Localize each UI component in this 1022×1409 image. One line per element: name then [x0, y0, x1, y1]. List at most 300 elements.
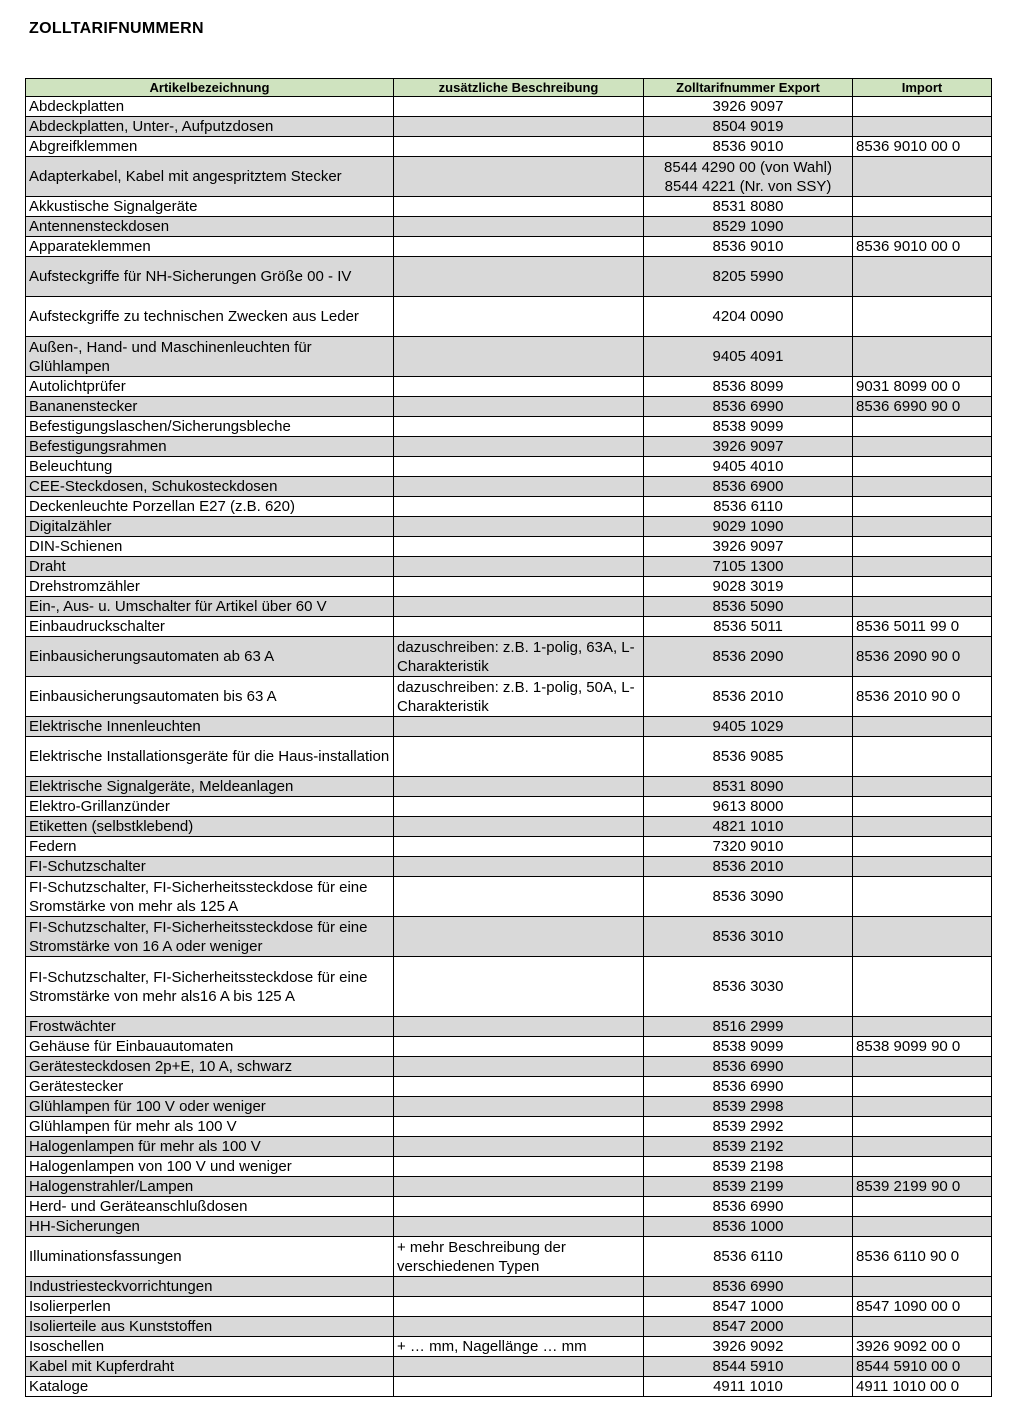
cell-article: Abgreifklemmen — [26, 137, 394, 157]
cell-export — [644, 117, 853, 137]
export-code: 8536 6110 — [713, 498, 783, 515]
cell-article: Befestigungslaschen/Sicherungsbleche — [26, 417, 394, 437]
cell-article: Autolichtprüfer — [26, 377, 394, 397]
cell-import: 8547 1090 00 0 — [853, 1297, 992, 1317]
table-row — [26, 1217, 992, 1237]
cell-export — [644, 1237, 853, 1277]
export-code: 4821 1010 — [712, 818, 784, 835]
cell-article: Gerätestecker — [26, 1077, 394, 1097]
cell-description — [394, 817, 644, 837]
cell-article: FI-Schutzschalter, FI-Sicherheitssteckdose für eine Sromstärke von mehr als 125 A — [26, 877, 394, 917]
cell-article: Industriesteckvorrichtungen — [26, 1277, 394, 1297]
export-code: 8547 1000 — [712, 1298, 784, 1315]
cell-article: Bananenstecker — [26, 397, 394, 417]
cell-import: 8536 2090 90 0 — [853, 637, 992, 677]
cell-article: Einbaudruckschalter — [26, 617, 394, 637]
column-header-export: Zolltarifnummer Export — [644, 79, 853, 97]
cell-export — [644, 957, 853, 1017]
cell-article: Isolierperlen — [26, 1297, 394, 1317]
export-code: 3926 9097 — [712, 438, 784, 455]
cell-import: 8536 6990 90 0 — [853, 397, 992, 417]
cell-description: + … mm, Nagellänge … mm — [394, 1337, 644, 1357]
cell-import — [853, 557, 992, 577]
table-row — [26, 1057, 992, 1077]
cell-article: Befestigungsrahmen — [26, 437, 394, 457]
cell-article: Gerätesteckdosen 2p+E, 10 A, schwarz — [26, 1057, 394, 1077]
export-code: 9405 4010 — [712, 458, 784, 475]
cell-import — [853, 117, 992, 137]
cell-export — [644, 497, 853, 517]
cell-export — [644, 137, 853, 157]
cell-export — [644, 557, 853, 577]
export-code: 8544 4290 00 (von Wahl) — [664, 158, 832, 176]
cell-export — [644, 1317, 853, 1337]
export-code: 7105 1300 — [712, 558, 784, 575]
cell-description — [394, 837, 644, 857]
cell-export — [644, 617, 853, 637]
cell-import — [853, 917, 992, 957]
cell-import — [853, 817, 992, 837]
export-code: 8536 1000 — [712, 1218, 784, 1235]
cell-import — [853, 457, 992, 477]
cell-import — [853, 337, 992, 377]
cell-article: Herd- und Geräteanschlußdosen — [26, 1197, 394, 1217]
cell-import: 8536 9010 00 0 — [853, 137, 992, 157]
cell-article: Einbausicherungsautomaten ab 63 A — [26, 637, 394, 677]
table-row — [26, 457, 992, 477]
export-code: 4911 1010 — [713, 1378, 783, 1395]
table-row — [26, 877, 992, 917]
column-header-article: Artikelbezeichnung — [26, 79, 394, 97]
cell-description — [394, 1317, 644, 1337]
table-row — [26, 857, 992, 877]
table-row — [26, 197, 992, 217]
cell-description — [394, 117, 644, 137]
cell-export — [644, 1357, 853, 1377]
export-code: 8529 1090 — [712, 218, 784, 235]
cell-description — [394, 337, 644, 377]
cell-import: 8536 6110 90 0 — [853, 1237, 992, 1277]
table-row — [26, 117, 992, 137]
cell-export — [644, 1037, 853, 1057]
cell-article: Adapterkabel, Kabel mit angespritztem Stecker — [26, 157, 394, 197]
cell-description — [394, 1357, 644, 1377]
cell-article: Draht — [26, 557, 394, 577]
cell-import: 4911 1010 00 0 — [853, 1377, 992, 1397]
table-row — [26, 1197, 992, 1217]
cell-import — [853, 597, 992, 617]
cell-description — [394, 1377, 644, 1397]
cell-import: 8536 2010 90 0 — [853, 677, 992, 717]
table-row — [26, 437, 992, 457]
table-row — [26, 737, 992, 777]
table-row — [26, 1077, 992, 1097]
cell-article: Kataloge — [26, 1377, 394, 1397]
table-row — [26, 817, 992, 837]
cell-import — [853, 717, 992, 737]
table-row — [26, 137, 992, 157]
cell-description — [394, 597, 644, 617]
cell-description — [394, 1157, 644, 1177]
table-row — [26, 837, 992, 857]
export-code: 9028 3019 — [712, 578, 784, 595]
cell-export — [644, 517, 853, 537]
cell-description — [394, 877, 644, 917]
cell-description — [394, 477, 644, 497]
export-code: 3926 9097 — [712, 98, 784, 115]
export-code: 8536 5011 — [713, 618, 783, 635]
cell-export — [644, 457, 853, 477]
cell-article: HH-Sicherungen — [26, 1217, 394, 1237]
cell-article: Kabel mit Kupferdraht — [26, 1357, 394, 1377]
cell-article: Einbausicherungsautomaten bis 63 A — [26, 677, 394, 717]
table-row — [26, 717, 992, 737]
export-code: 8536 6990 — [712, 1078, 784, 1095]
table-row — [26, 957, 992, 1017]
cell-import — [853, 1277, 992, 1297]
export-code: 8539 2992 — [712, 1118, 784, 1135]
table-row — [26, 417, 992, 437]
cell-export — [644, 237, 853, 257]
table-row — [26, 1377, 992, 1397]
cell-export — [644, 97, 853, 117]
cell-import — [853, 257, 992, 297]
cell-import — [853, 577, 992, 597]
cell-description — [394, 137, 644, 157]
cell-description — [394, 377, 644, 397]
table-row — [26, 477, 992, 497]
cell-export — [644, 837, 853, 857]
table-row — [26, 257, 992, 297]
cell-import — [853, 197, 992, 217]
export-code: 9405 4091 — [712, 348, 784, 365]
table-row — [26, 237, 992, 257]
export-code: 8536 9010 — [712, 138, 784, 155]
cell-description — [394, 957, 644, 1017]
export-code: 8538 9099 — [712, 1038, 784, 1055]
table-row — [26, 1277, 992, 1297]
export-code: 8536 9010 — [712, 238, 784, 255]
table-row — [26, 917, 992, 957]
export-code: 9029 1090 — [712, 518, 784, 535]
cell-description — [394, 257, 644, 297]
export-code: 8516 2999 — [712, 1018, 784, 1035]
table-row — [26, 1317, 992, 1337]
tariff-table — [25, 78, 992, 1397]
cell-export — [644, 157, 853, 197]
cell-export — [644, 1097, 853, 1117]
cell-article: Elektrische Innenleuchten — [26, 717, 394, 737]
export-code: 8536 3090 — [712, 888, 784, 905]
cell-description: dazuschreiben: z.B. 1-polig, 50A, L-Charakteristik — [394, 677, 644, 717]
table-row — [26, 577, 992, 597]
cell-description — [394, 1037, 644, 1057]
cell-export — [644, 1337, 853, 1357]
cell-import — [853, 497, 992, 517]
export-code: 8536 9085 — [712, 748, 784, 765]
export-code: 4204 0090 — [712, 308, 784, 325]
cell-import — [853, 517, 992, 537]
cell-export — [644, 717, 853, 737]
cell-export — [644, 417, 853, 437]
cell-article: Illuminationsfassungen — [26, 1237, 394, 1277]
cell-import: 3926 9092 00 0 — [853, 1337, 992, 1357]
cell-import — [853, 1097, 992, 1117]
cell-import — [853, 97, 992, 117]
export-code: 8536 6990 — [712, 1058, 784, 1075]
cell-export — [644, 917, 853, 957]
cell-article: Halogenstrahler/Lampen — [26, 1177, 394, 1197]
cell-import — [853, 297, 992, 337]
cell-import — [853, 1197, 992, 1217]
cell-export — [644, 857, 853, 877]
export-code: 8536 5090 — [712, 598, 784, 615]
cell-article: Elektro-Grillanzünder — [26, 797, 394, 817]
cell-import — [853, 1057, 992, 1077]
table-header-row — [26, 79, 992, 97]
export-code: 8504 9019 — [712, 118, 784, 135]
cell-import — [853, 837, 992, 857]
cell-article: Digitalzähler — [26, 517, 394, 537]
cell-article: Frostwächter — [26, 1017, 394, 1037]
export-code: 8536 3010 — [712, 928, 784, 945]
cell-description — [394, 237, 644, 257]
cell-description — [394, 217, 644, 237]
cell-description — [394, 777, 644, 797]
cell-export — [644, 337, 853, 377]
cell-export — [644, 1377, 853, 1397]
cell-description — [394, 517, 644, 537]
cell-description — [394, 1137, 644, 1157]
column-header-import: Import — [853, 79, 992, 97]
cell-article: Halogenlampen für mehr als 100 V — [26, 1137, 394, 1157]
cell-description — [394, 1017, 644, 1037]
table-row — [26, 1137, 992, 1157]
cell-export — [644, 437, 853, 457]
cell-import: 9031 8099 00 0 — [853, 377, 992, 397]
cell-description — [394, 297, 644, 337]
export-code: 8539 2192 — [712, 1138, 784, 1155]
cell-export — [644, 577, 853, 597]
cell-article: Apparateklemmen — [26, 237, 394, 257]
cell-article: Ein-, Aus- u. Umschalter für Artikel über 60 V — [26, 597, 394, 617]
cell-import — [853, 797, 992, 817]
cell-article: Aufsteckgriffe zu technischen Zwecken aus Leder — [26, 297, 394, 337]
table-row — [26, 1017, 992, 1037]
table-row — [26, 617, 992, 637]
export-code: 8544 5910 — [712, 1358, 784, 1375]
export-code: 8205 5990 — [712, 268, 784, 285]
table-row — [26, 157, 992, 197]
cell-article: Glühlampen für 100 V oder weniger — [26, 1097, 394, 1117]
table-body — [26, 97, 992, 1397]
cell-export — [644, 397, 853, 417]
cell-description — [394, 397, 644, 417]
cell-description — [394, 157, 644, 197]
cell-description — [394, 717, 644, 737]
cell-import — [853, 1137, 992, 1157]
cell-import — [853, 1077, 992, 1097]
cell-description — [394, 1297, 644, 1317]
cell-export — [644, 537, 853, 557]
cell-description — [394, 797, 644, 817]
cell-description — [394, 1177, 644, 1197]
cell-description — [394, 917, 644, 957]
cell-import — [853, 217, 992, 237]
cell-article: Abdeckplatten, Unter-, Aufputzdosen — [26, 117, 394, 137]
cell-import — [853, 477, 992, 497]
table-row — [26, 677, 992, 717]
column-header-description: zusätzliche Beschreibung — [394, 79, 644, 97]
cell-export — [644, 877, 853, 917]
table-row — [26, 1337, 992, 1357]
cell-export — [644, 1157, 853, 1177]
cell-import — [853, 1217, 992, 1237]
table-row — [26, 297, 992, 337]
cell-import — [853, 437, 992, 457]
cell-import — [853, 1117, 992, 1137]
table-row — [26, 1357, 992, 1377]
export-code: 8539 2198 — [712, 1158, 784, 1175]
cell-export — [644, 297, 853, 337]
cell-article: Glühlampen für mehr als 100 V — [26, 1117, 394, 1137]
cell-article: FI-Schutzschalter, FI-Sicherheitssteckdose für eine Stromstärke von mehr als16 A bis 125 A — [26, 957, 394, 1017]
export-code: 8531 8090 — [712, 778, 784, 795]
cell-description — [394, 617, 644, 637]
cell-export — [644, 597, 853, 617]
export-code: 8539 2199 — [712, 1178, 784, 1195]
export-code: 8536 2010 — [712, 858, 784, 875]
cell-description — [394, 497, 644, 517]
cell-export — [644, 1017, 853, 1037]
cell-description — [394, 1097, 644, 1117]
cell-export — [644, 797, 853, 817]
table-row — [26, 1097, 992, 1117]
cell-description — [394, 577, 644, 597]
cell-description: dazuschreiben: z.B. 1-polig, 63A, L-Charakteristik — [394, 637, 644, 677]
cell-import — [853, 1157, 992, 1177]
cell-export — [644, 257, 853, 297]
export-code: 8531 8080 — [712, 198, 784, 215]
cell-article: Federn — [26, 837, 394, 857]
cell-export — [644, 1277, 853, 1297]
cell-article: Außen-, Hand- und Maschinenleuchten für Glühlampen — [26, 337, 394, 377]
cell-import — [853, 157, 992, 197]
cell-import — [853, 1017, 992, 1037]
export-code: 8539 2998 — [712, 1098, 784, 1115]
table-row — [26, 557, 992, 577]
export-code: 7320 9010 — [712, 838, 784, 855]
cell-export — [644, 1057, 853, 1077]
export-code: 8536 6900 — [712, 478, 784, 495]
page-title: ZOLLTARIFNUMMERN — [29, 20, 204, 37]
cell-export — [644, 1217, 853, 1237]
export-code: 3926 9092 — [712, 1338, 784, 1355]
cell-article: Antennensteckdosen — [26, 217, 394, 237]
cell-article: Elektrische Signalgeräte, Meldeanlagen — [26, 777, 394, 797]
cell-import — [853, 537, 992, 557]
cell-import: 8544 5910 00 0 — [853, 1357, 992, 1377]
cell-export — [644, 1197, 853, 1217]
cell-description — [394, 557, 644, 577]
cell-export — [644, 377, 853, 397]
cell-description — [394, 857, 644, 877]
export-code: 8538 9099 — [712, 418, 784, 435]
export-code: 8536 6110 — [713, 1248, 783, 1265]
cell-article: Etiketten (selbstklebend) — [26, 817, 394, 837]
cell-description — [394, 1117, 644, 1137]
cell-import — [853, 737, 992, 777]
cell-export — [644, 637, 853, 677]
cell-article: FI-Schutzschalter — [26, 857, 394, 877]
cell-export — [644, 677, 853, 717]
cell-article: Aufsteckgriffe für NH-Sicherungen Größe 00 - IV — [26, 257, 394, 297]
export-code: 9405 1029 — [712, 718, 784, 735]
table-row — [26, 217, 992, 237]
cell-article: Deckenleuchte Porzellan E27 (z.B. 620) — [26, 497, 394, 517]
cell-description: + mehr Beschreibung der verschiedenen Typen — [394, 1237, 644, 1277]
table-row — [26, 337, 992, 377]
table-row — [26, 797, 992, 817]
export-code: 8547 2000 — [712, 1318, 784, 1335]
cell-article: Isolierteile aus Kunststoffen — [26, 1317, 394, 1337]
cell-article: Beleuchtung — [26, 457, 394, 477]
table-row — [26, 1237, 992, 1277]
table-row — [26, 1157, 992, 1177]
table-row — [26, 517, 992, 537]
table-row — [26, 397, 992, 417]
table-row — [26, 597, 992, 617]
cell-export — [644, 1177, 853, 1197]
cell-description — [394, 417, 644, 437]
export-code: 8536 2090 — [712, 648, 784, 665]
cell-export — [644, 1117, 853, 1137]
export-code: 9613 8000 — [712, 798, 784, 815]
cell-description — [394, 457, 644, 477]
table-row — [26, 777, 992, 797]
cell-article: Drehstromzähler — [26, 577, 394, 597]
export-code: 8536 6990 — [712, 1198, 784, 1215]
cell-description — [394, 1077, 644, 1097]
cell-import — [853, 777, 992, 797]
cell-import: 8539 2199 90 0 — [853, 1177, 992, 1197]
cell-description — [394, 537, 644, 557]
cell-article: Elektrische Installationsgeräte für die Haus-installation — [26, 737, 394, 777]
cell-import — [853, 1317, 992, 1337]
cell-article: Akkustische Signalgeräte — [26, 197, 394, 217]
export-code: 8536 6990 — [712, 1278, 784, 1295]
export-code: 8536 8099 — [712, 378, 784, 395]
export-code: 8536 3030 — [712, 978, 784, 995]
export-code: 8536 2010 — [712, 688, 784, 705]
cell-export — [644, 1297, 853, 1317]
cell-description — [394, 97, 644, 117]
cell-export — [644, 1137, 853, 1157]
export-code: 8544 4221 (Nr. von SSY) — [664, 177, 832, 195]
cell-import: 8538 9099 90 0 — [853, 1037, 992, 1057]
cell-article: CEE-Steckdosen, Schukosteckdosen — [26, 477, 394, 497]
cell-article: Halogenlampen von 100 V und weniger — [26, 1157, 394, 1177]
cell-article: Gehäuse für Einbauautomaten — [26, 1037, 394, 1057]
cell-import — [853, 857, 992, 877]
cell-description — [394, 197, 644, 217]
table-row — [26, 1297, 992, 1317]
cell-article: DIN-Schienen — [26, 537, 394, 557]
cell-export — [644, 737, 853, 777]
table-row — [26, 1177, 992, 1197]
cell-description — [394, 437, 644, 457]
table-row — [26, 377, 992, 397]
